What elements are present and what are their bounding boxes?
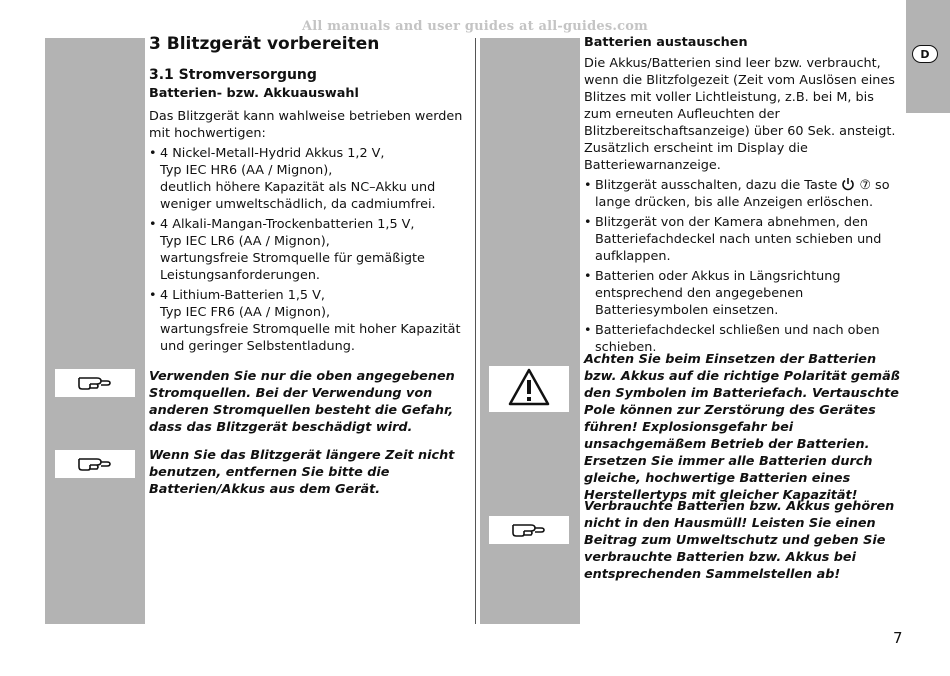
watermark: All manuals and user guides at all-guides.com — [301, 19, 649, 34]
pointing-hand-icon — [511, 519, 547, 541]
left-column — [149, 34, 467, 358]
list-item — [584, 177, 902, 211]
list-item: • 4 Nickel-Metall-Hydrid Akkus 1,2 V, Typ IEC HR6 (AA / Mignon), deutlich höhere Kapazität als NC–Akku und weniger umweltschädlich, da cadmiumfrei. — [149, 145, 467, 213]
key-number: ⑦ — [859, 178, 871, 193]
pointing-hand-icon — [77, 372, 113, 394]
page-number: 7 — [893, 629, 903, 647]
section-heading: Batterien austauschen — [584, 35, 748, 50]
chapter-title: 3 Blitzgerät vorbereiten — [149, 34, 380, 54]
intro-text: Die Akkus/Batterien sind leer bzw. verbraucht, wenn die Blitzfolgezeit (Zeit vom Auslösen eines Blitzes mit voller Lichtleistung, z.B. bei M, bis zum erneuten Aufleuchten der Blitzbereitschaftsanzeige) über 60 Sek. ansteigt. Zusätzlich erscheint im Display die Batteriewarnanzeige. — [584, 56, 896, 173]
language-badge: D — [912, 45, 938, 63]
step-text: Blitzgerät ausschalten, dazu die Taste — [595, 178, 842, 193]
power-button-icon — [841, 178, 855, 193]
note-text-3: Verbrauchte Batterien bzw. Akkus gehören nicht in den Hausmüll! Leisten Sie einen Beitrag zum Umweltschutz und geben Sie verbrauchte Batterien bzw. Akkus bei entsprechenden Sammelstellen ab! — [584, 499, 895, 582]
warning-text: Achten Sie beim Einsetzen der Batterien bzw. Akkus auf die richtige Polarität gemäß den Symbolen im Batteriefach. Vertauschte Pole können zur Zerstörung des Gerätes führen! Explosionsgefahr bei unsachgemäßem Betrieb der Batterien. Ersetzen Sie immer alle Batterien durch gleiche, hochwertige Batterien eines Herstellertyps mit gleicher Kapazität! — [584, 352, 900, 503]
warning-icon-box — [489, 366, 569, 412]
intro-text: Das Blitzgerät kann wahlweise betrieben werden mit hochwertigen: — [149, 109, 463, 141]
list-item: • Batterien oder Akkus in Längsrichtung entsprechend den angegebenen Batteriesymbolen einsetzen. — [584, 268, 902, 319]
pointing-hand-icon — [77, 453, 113, 475]
note-icon-3 — [489, 516, 569, 544]
step-text: so lange drücken, bis alle Anzeigen erlöschen. — [595, 178, 890, 210]
section-title: 3.1 Stromversorgung — [149, 67, 317, 83]
right-column — [584, 34, 902, 359]
note-icon-2 — [55, 450, 135, 478]
note-icon-1 — [55, 369, 135, 397]
note-text-1: Verwenden Sie nur die oben angegebenen Stromquellen. Bei der Verwendung von anderen Stromquellen besteht die Gefahr, dass das Blitzgerät beschädigt wird. — [149, 369, 455, 435]
list-item: • 4 Lithium-Batterien 1,5 V, Typ IEC FR6 (AA / Mignon), wartungsfreie Stromquelle mit hoher Kapazität und geringer Selbstentladung. — [149, 287, 467, 355]
list-item: • Blitzgerät von der Kamera abnehmen, den Batteriefachdeckel nach unten schieben und aufklappen. — [584, 214, 902, 265]
subsection-title: Batterien- bzw. Akkuauswahl — [149, 86, 359, 101]
warning-triangle-icon — [507, 367, 551, 411]
list-item: • Batteriefachdeckel schließen und nach oben schieben. — [584, 322, 902, 356]
battery-list — [149, 145, 467, 355]
column-divider — [475, 38, 476, 624]
list-item: • 4 Alkali-Mangan-Trockenbatterien 1,5 V, Typ IEC LR6 (AA / Mignon), wartungsfreie Stromquelle für gemäßigte Leistungsanforderungen. — [149, 216, 467, 284]
replace-steps — [584, 177, 902, 356]
note-text-2: Wenn Sie das Blitzgerät längere Zeit nicht benutzen, entfernen Sie bitte die Batterien/Akkus aus dem Gerät. — [149, 448, 455, 497]
left-margin-bar — [45, 38, 145, 624]
